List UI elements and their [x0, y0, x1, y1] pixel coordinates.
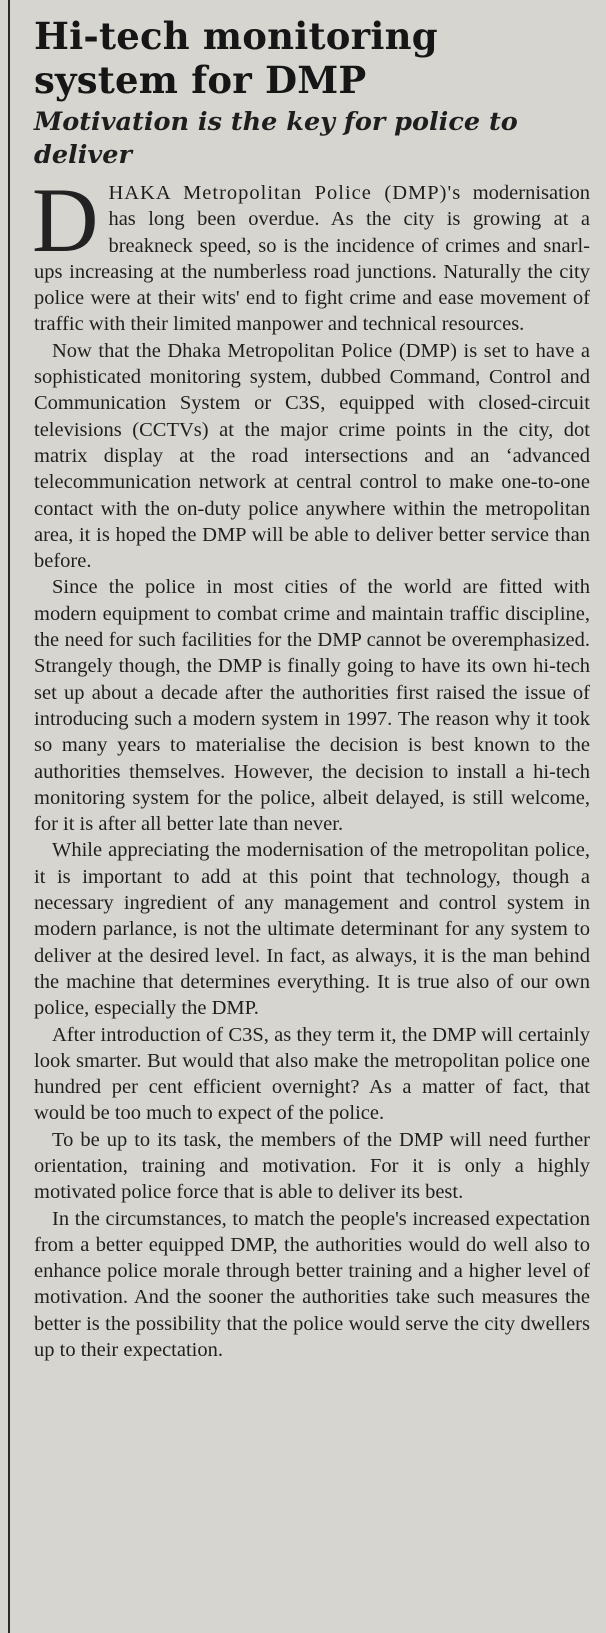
paragraph-1-text: modernisation has long been overdue. As the city is growing at a breakneck speed, so is the incidence of crimes and snarl-ups increasing at the numberless road junctions. Naturally the city police were at their wits' end to fight crime and ease movement of traffic with their limited manpower and technical resources. [34, 182, 590, 336]
column-rule [8, 0, 10, 1633]
paragraph-2: Now that the Dhaka Metropolitan Police (DMP) is set to have a sophisticated monitoring system, dubbed Command, Control and Communication System or C3S, equipped with closed-circuit televisions (CCTVs) at the major crime points in the city, dot matrix display at the road intersections and an ‘advanced telecommunication network at central control to make one-to-one contact with the on-duty police anywhere within the metropolitan area, it is hoped the DMP will be able to deliver better service than before. [34, 339, 590, 573]
newspaper-clipping [34, 14, 590, 1363]
drop-cap: D [32, 169, 99, 271]
paragraph-7: In the circumstances, to match the people's increased expectation from a better equipped DMP, the authorities would do well also to enhance police morale through better training and a higher level of motivation. And the sooner the authorities take such measures the better is the possibility that the police would serve the city dwellers up to their expectation. [34, 1207, 590, 1362]
paragraph-3: Since the police in most cities of the world are fitted with modern equipment to combat crime and maintain traffic discipline, the need for such facilities for the DMP cannot be overemphasized. Strangely though, the DMP is finally going to have its own hi-tech set up about a decade after the authorities first raised the issue of introducing such a modern system in 1997. The reason why it took so many years to materialise the decision is best known to the authorities themselves. However, the decision to install a hi-tech monitoring system for the police, albeit delayed, is still welcome, for it is after all better late than never. [34, 576, 590, 836]
subheadline: Motivation is the key for police to deliver [34, 107, 518, 170]
paragraph-1-lead: HAKA Metropolitan Police (DMP)'s [108, 182, 462, 204]
article-body [32, 169, 590, 1363]
paragraph-4: While appreciating the modernisation of the metropolitan police, it is important to add at this point that technology, though a necessary ingredient of any management and control system in modern parlance, is not the ultimate determinant for any system to deliver at the desired level. In fact, as always, it is the man behind the machine that determines everything. It is true also of our own police, especially the DMP. [34, 839, 590, 1020]
paragraph-6: To be up to its task, the members of the DMP will need further orientation, training and motivation. For it is only a highly motivated police force that is able to deliver its best. [34, 1128, 590, 1204]
paragraph-5: After introduction of C3S, as they term it, the DMP will certainly look smarter. But would that also make the metropolitan police one hundred per cent efficient overnight? As a matter of fact, that would be too much to expect of the police. [34, 1023, 590, 1125]
headline: Hi-tech monitoring system for DMP [34, 14, 438, 102]
paragraph-1 [32, 169, 590, 338]
